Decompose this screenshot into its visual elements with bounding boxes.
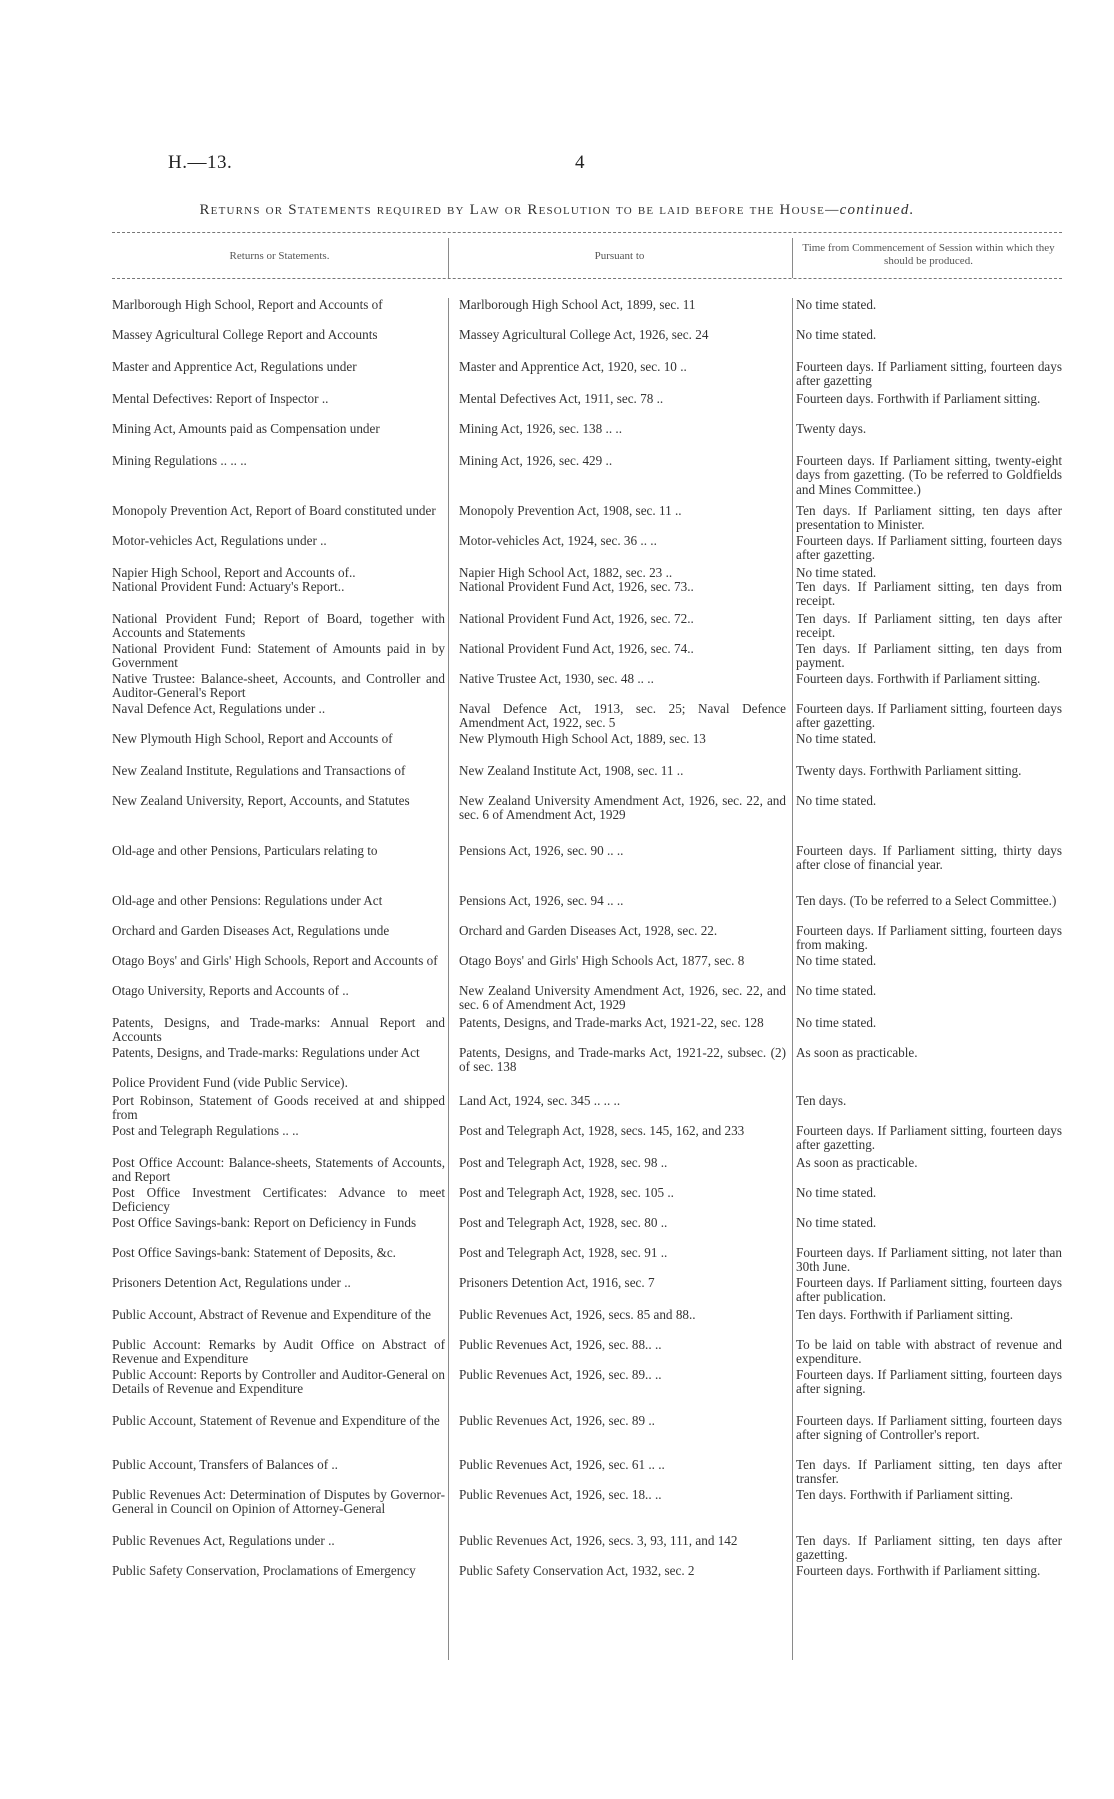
pursuant-cell: Post and Telegraph Act, 1928, sec. 80 .. xyxy=(459,1215,668,1230)
time-cell: No time stated. xyxy=(796,983,877,998)
time-cell: Fourteen days. Forthwith if Parliament sitting. xyxy=(796,671,1041,686)
pursuant-cell: Post and Telegraph Act, 1928, secs. 145, 162, and 233 xyxy=(459,1123,745,1138)
returns-cell: Public Account: Reports by Controller and Auditor-General on Details of Revenue and Expenditure xyxy=(112,1367,445,1397)
time-cell: No time stated. xyxy=(796,731,877,746)
returns-cell: Police Provident Fund (vide Public Service). xyxy=(112,1075,348,1090)
time-cell: As soon as practicable. xyxy=(796,1045,918,1060)
pursuant-cell: Master and Apprentice Act, 1920, sec. 10 .. xyxy=(459,359,687,374)
pursuant-cell: Patents, Designs, and Trade-marks Act, 1921-22, subsec. (2) of sec. 138 xyxy=(459,1045,786,1075)
returns-cell: Public Account, Abstract of Revenue and Expenditure of the xyxy=(112,1307,431,1322)
returns-cell: Otago University, Reports and Accounts of .. xyxy=(112,983,349,998)
time-cell: Twenty days. xyxy=(796,421,867,436)
time-cell: Fourteen days. If Parliament sitting, fourteen days after gazetting. xyxy=(796,533,1062,563)
pursuant-cell: New Zealand Institute Act, 1908, sec. 11 .. xyxy=(459,763,684,778)
returns-cell: Marlborough High School, Report and Accounts of xyxy=(112,297,383,312)
time-cell: Fourteen days. If Parliament sitting, fourteen days after signing. xyxy=(796,1367,1062,1397)
pursuant-cell: Orchard and Garden Diseases Act, 1928, sec. 22. xyxy=(459,923,718,938)
report-code: H.—13. xyxy=(168,152,233,173)
column-header-returns: Returns or Statements. xyxy=(229,250,330,262)
returns-cell: Motor-vehicles Act, Regulations under .. xyxy=(112,533,327,548)
pursuant-cell: Post and Telegraph Act, 1928, sec. 98 .. xyxy=(459,1155,668,1170)
returns-cell: Post and Telegraph Regulations .. .. xyxy=(112,1123,299,1138)
pursuant-cell: Public Revenues Act, 1926, sec. 61 .. .. xyxy=(459,1457,665,1472)
pursuant-cell: Patents, Designs, and Trade-marks Act, 1921-22, sec. 128 xyxy=(459,1015,764,1030)
pursuant-cell: New Plymouth High School Act, 1889, sec. 13 xyxy=(459,731,706,746)
pursuant-cell: Public Revenues Act, 1926, sec. 88.. .. xyxy=(459,1337,662,1352)
time-cell: Fourteen days. If Parliament sitting, fourteen days after signing of Controller's report. xyxy=(796,1413,1062,1443)
time-cell: Ten days. If Parliament sitting, ten days after transfer. xyxy=(796,1457,1062,1487)
time-cell: As soon as practicable. xyxy=(796,1155,918,1170)
column-divider xyxy=(792,238,793,278)
returns-cell: Native Trustee: Balance-sheet, Accounts, and Controller and Auditor-General's Report xyxy=(112,671,445,701)
returns-cell: Public Account: Remarks by Audit Office on Abstract of Revenue and Expenditure xyxy=(112,1337,445,1367)
time-cell: No time stated. xyxy=(796,1185,877,1200)
returns-cell: Napier High School, Report and Accounts of.. xyxy=(112,565,356,580)
returns-cell: Public Account, Statement of Revenue and Expenditure of the xyxy=(112,1413,440,1428)
pursuant-cell: Public Revenues Act, 1926, sec. 18.. .. xyxy=(459,1487,662,1502)
returns-cell: Patents, Designs, and Trade-marks: Annual Report and Accounts xyxy=(112,1015,445,1045)
returns-cell: Mining Regulations .. .. .. xyxy=(112,453,247,468)
returns-cell: National Provident Fund: Statement of Amounts paid in by Government xyxy=(112,641,445,671)
returns-cell: Massey Agricultural College Report and Accounts xyxy=(112,327,378,342)
time-cell: Ten days. If Parliament sitting, ten days after gazetting. xyxy=(796,1533,1062,1563)
column-header-pursuant: Pursuant to xyxy=(594,250,645,262)
column-divider xyxy=(448,238,449,278)
pursuant-cell: Post and Telegraph Act, 1928, sec. 105 .. xyxy=(459,1185,674,1200)
pursuant-cell: Mental Defectives Act, 1911, sec. 78 .. xyxy=(459,391,664,406)
returns-cell: Port Robinson, Statement of Goods received at and shipped from xyxy=(112,1093,445,1123)
time-cell: Fourteen days. If Parliament sitting, fourteen days from making. xyxy=(796,923,1062,953)
document-title xyxy=(0,202,1114,219)
pursuant-cell: Motor-vehicles Act, 1924, sec. 36 .. .. xyxy=(459,533,657,548)
pursuant-cell: Pensions Act, 1926, sec. 90 .. .. xyxy=(459,843,624,858)
time-cell: Ten days. If Parliament sitting, ten days after receipt. xyxy=(796,611,1062,641)
returns-cell: Patents, Designs, and Trade-marks: Regulations under Act xyxy=(112,1045,420,1060)
time-cell: Fourteen days. If Parliament sitting, fourteen days after gazetting xyxy=(796,359,1062,389)
pursuant-cell: Public Safety Conservation Act, 1932, sec. 2 xyxy=(459,1563,695,1578)
time-cell: Ten days. (To be referred to a Select Committee.) xyxy=(796,893,1057,908)
pursuant-cell: National Provident Fund Act, 1926, sec. 72.. xyxy=(459,611,694,626)
returns-cell: Orchard and Garden Diseases Act, Regulations unde xyxy=(112,923,390,938)
time-cell: No time stated. xyxy=(796,565,877,580)
returns-cell: Public Revenues Act, Regulations under .. xyxy=(112,1533,335,1548)
pursuant-cell: Prisoners Detention Act, 1916, sec. 7 xyxy=(459,1275,655,1290)
time-cell: Ten days. If Parliament sitting, ten days after presentation to Minister. xyxy=(796,503,1062,533)
title-main: Returns or Statements required by Law or Resolution to be laid before the House xyxy=(199,202,826,218)
returns-cell: Naval Defence Act, Regulations under .. xyxy=(112,701,326,716)
returns-cell: Public Revenues Act: Determination of Disputes by Governor-General in Council on Opinion of Attorney-General xyxy=(112,1487,445,1517)
time-cell: No time stated. xyxy=(796,793,877,808)
time-cell: No time stated. xyxy=(796,327,877,342)
column-headers xyxy=(112,238,1062,278)
time-cell: Fourteen days. If Parliament sitting, fourteen days after gazetting. xyxy=(796,1123,1062,1153)
pursuant-cell: National Provident Fund Act, 1926, sec. 74.. xyxy=(459,641,694,656)
pursuant-cell: Public Revenues Act, 1926, sec. 89 .. xyxy=(459,1413,655,1428)
returns-cell: Old-age and other Pensions, Particulars relating to xyxy=(112,843,378,858)
time-cell: Fourteen days. Forthwith if Parliament sitting. xyxy=(796,1563,1041,1578)
page-number: 4 xyxy=(575,152,585,173)
time-cell: Fourteen days. If Parliament sitting, fourteen days after gazetting. xyxy=(796,701,1062,731)
pursuant-cell: Otago Boys' and Girls' High Schools Act, 1877, sec. 8 xyxy=(459,953,745,968)
time-cell: Ten days. If Parliament sitting, ten days from receipt. xyxy=(796,579,1062,609)
time-cell: Fourteen days. Forthwith if Parliament sitting. xyxy=(796,391,1041,406)
returns-cell: Post Office Investment Certificates: Advance to meet Deficiency xyxy=(112,1185,445,1215)
returns-cell: Post Office Savings-bank: Statement of Deposits, &c. xyxy=(112,1245,396,1260)
pursuant-cell: Mining Act, 1926, sec. 429 .. xyxy=(459,453,613,468)
time-cell: Ten days. If Parliament sitting, ten days from payment. xyxy=(796,641,1062,671)
returns-cell: Public Account, Transfers of Balances of .. xyxy=(112,1457,338,1472)
pursuant-cell: Native Trustee Act, 1930, sec. 48 .. .. xyxy=(459,671,654,686)
returns-cell: Otago Boys' and Girls' High Schools, Report and Accounts of xyxy=(112,953,438,968)
time-cell: Twenty days. Forthwith Parliament sitting. xyxy=(796,763,1022,778)
returns-cell: Post Office Account: Balance-sheets, Statements of Accounts, and Report xyxy=(112,1155,445,1185)
returns-cell: Prisoners Detention Act, Regulations under .. xyxy=(112,1275,351,1290)
pursuant-cell: Napier High School Act, 1882, sec. 23 .. xyxy=(459,565,673,580)
returns-cell: Mining Act, Amounts paid as Compensation under xyxy=(112,421,380,436)
time-cell: Fourteen days. If Parliament sitting, twenty-eight days from gazetting. (To be referred to Goldfields and Mines Committee.) xyxy=(796,453,1062,497)
returns-cell: New Zealand Institute, Regulations and Transactions of xyxy=(112,763,406,778)
column-divider xyxy=(448,298,449,1660)
time-cell: No time stated. xyxy=(796,297,877,312)
pursuant-cell: Post and Telegraph Act, 1928, sec. 91 .. xyxy=(459,1245,668,1260)
returns-cell: Old-age and other Pensions: Regulations under Act xyxy=(112,893,383,908)
time-cell: Ten days. Forthwith if Parliament sitting. xyxy=(796,1307,1014,1322)
pursuant-cell: Marlborough High School Act, 1899, sec. 11 xyxy=(459,297,696,312)
pursuant-cell: New Zealand University Amendment Act, 1926, sec. 22, and sec. 6 of Amendment Act, 1929 xyxy=(459,983,786,1013)
time-cell: Ten days. xyxy=(796,1093,847,1108)
time-cell: Ten days. Forthwith if Parliament sitting. xyxy=(796,1487,1014,1502)
pursuant-cell: Public Revenues Act, 1926, secs. 85 and 88.. xyxy=(459,1307,696,1322)
pursuant-cell: Public Revenues Act, 1926, sec. 89.. .. xyxy=(459,1367,662,1382)
pursuant-cell: Massey Agricultural College Act, 1926, sec. 24 xyxy=(459,327,709,342)
title-suffix: —continued. xyxy=(825,202,915,218)
pursuant-cell: Naval Defence Act, 1913, sec. 25; Naval Defence Amendment Act, 1922, sec. 5 xyxy=(459,701,786,731)
time-cell: To be laid on table with abstract of revenue and expenditure. xyxy=(796,1337,1062,1367)
pursuant-cell: Land Act, 1924, sec. 345 .. .. .. xyxy=(459,1093,621,1108)
pursuant-cell: Monopoly Prevention Act, 1908, sec. 11 .. xyxy=(459,503,682,518)
returns-cell: Public Safety Conservation, Proclamations of Emergency xyxy=(112,1563,416,1578)
returns-cell: National Provident Fund: Actuary's Report.. xyxy=(112,579,345,594)
time-cell: Fourteen days. If Parliament sitting, not later than 30th June. xyxy=(796,1245,1062,1275)
returns-cell: New Plymouth High School, Report and Accounts of xyxy=(112,731,393,746)
header-rule-bottom xyxy=(112,278,1062,279)
time-cell: Fourteen days. If Parliament sitting, fourteen days after publication. xyxy=(796,1275,1062,1305)
returns-cell: Mental Defectives: Report of Inspector .. xyxy=(112,391,329,406)
time-cell: No time stated. xyxy=(796,1015,877,1030)
time-cell: No time stated. xyxy=(796,953,877,968)
time-cell: No time stated. xyxy=(796,1215,877,1230)
returns-cell: Monopoly Prevention Act, Report of Board constituted under xyxy=(112,503,436,518)
column-divider xyxy=(792,298,793,1660)
pursuant-cell: Mining Act, 1926, sec. 138 .. .. xyxy=(459,421,623,436)
header-rule-top xyxy=(112,232,1062,233)
returns-cell: New Zealand University, Report, Accounts, and Statutes xyxy=(112,793,410,808)
column-header-time: Time from Commencement of Session within which they should be produced. xyxy=(802,242,1055,267)
returns-cell: Master and Apprentice Act, Regulations under xyxy=(112,359,357,374)
pursuant-cell: National Provident Fund Act, 1926, sec. 73.. xyxy=(459,579,694,594)
pursuant-cell: New Zealand University Amendment Act, 1926, sec. 22, and sec. 6 of Amendment Act, 1929 xyxy=(459,793,786,823)
pursuant-cell: Public Revenues Act, 1926, secs. 3, 93, 111, and 142 xyxy=(459,1533,738,1548)
time-cell: Fourteen days. If Parliament sitting, thirty days after close of financial year. xyxy=(796,843,1062,873)
pursuant-cell: Pensions Act, 1926, sec. 94 .. .. xyxy=(459,893,624,908)
returns-cell: Post Office Savings-bank: Report on Deficiency in Funds xyxy=(112,1215,417,1230)
returns-cell: National Provident Fund; Report of Board, together with Accounts and Statements xyxy=(112,611,445,641)
